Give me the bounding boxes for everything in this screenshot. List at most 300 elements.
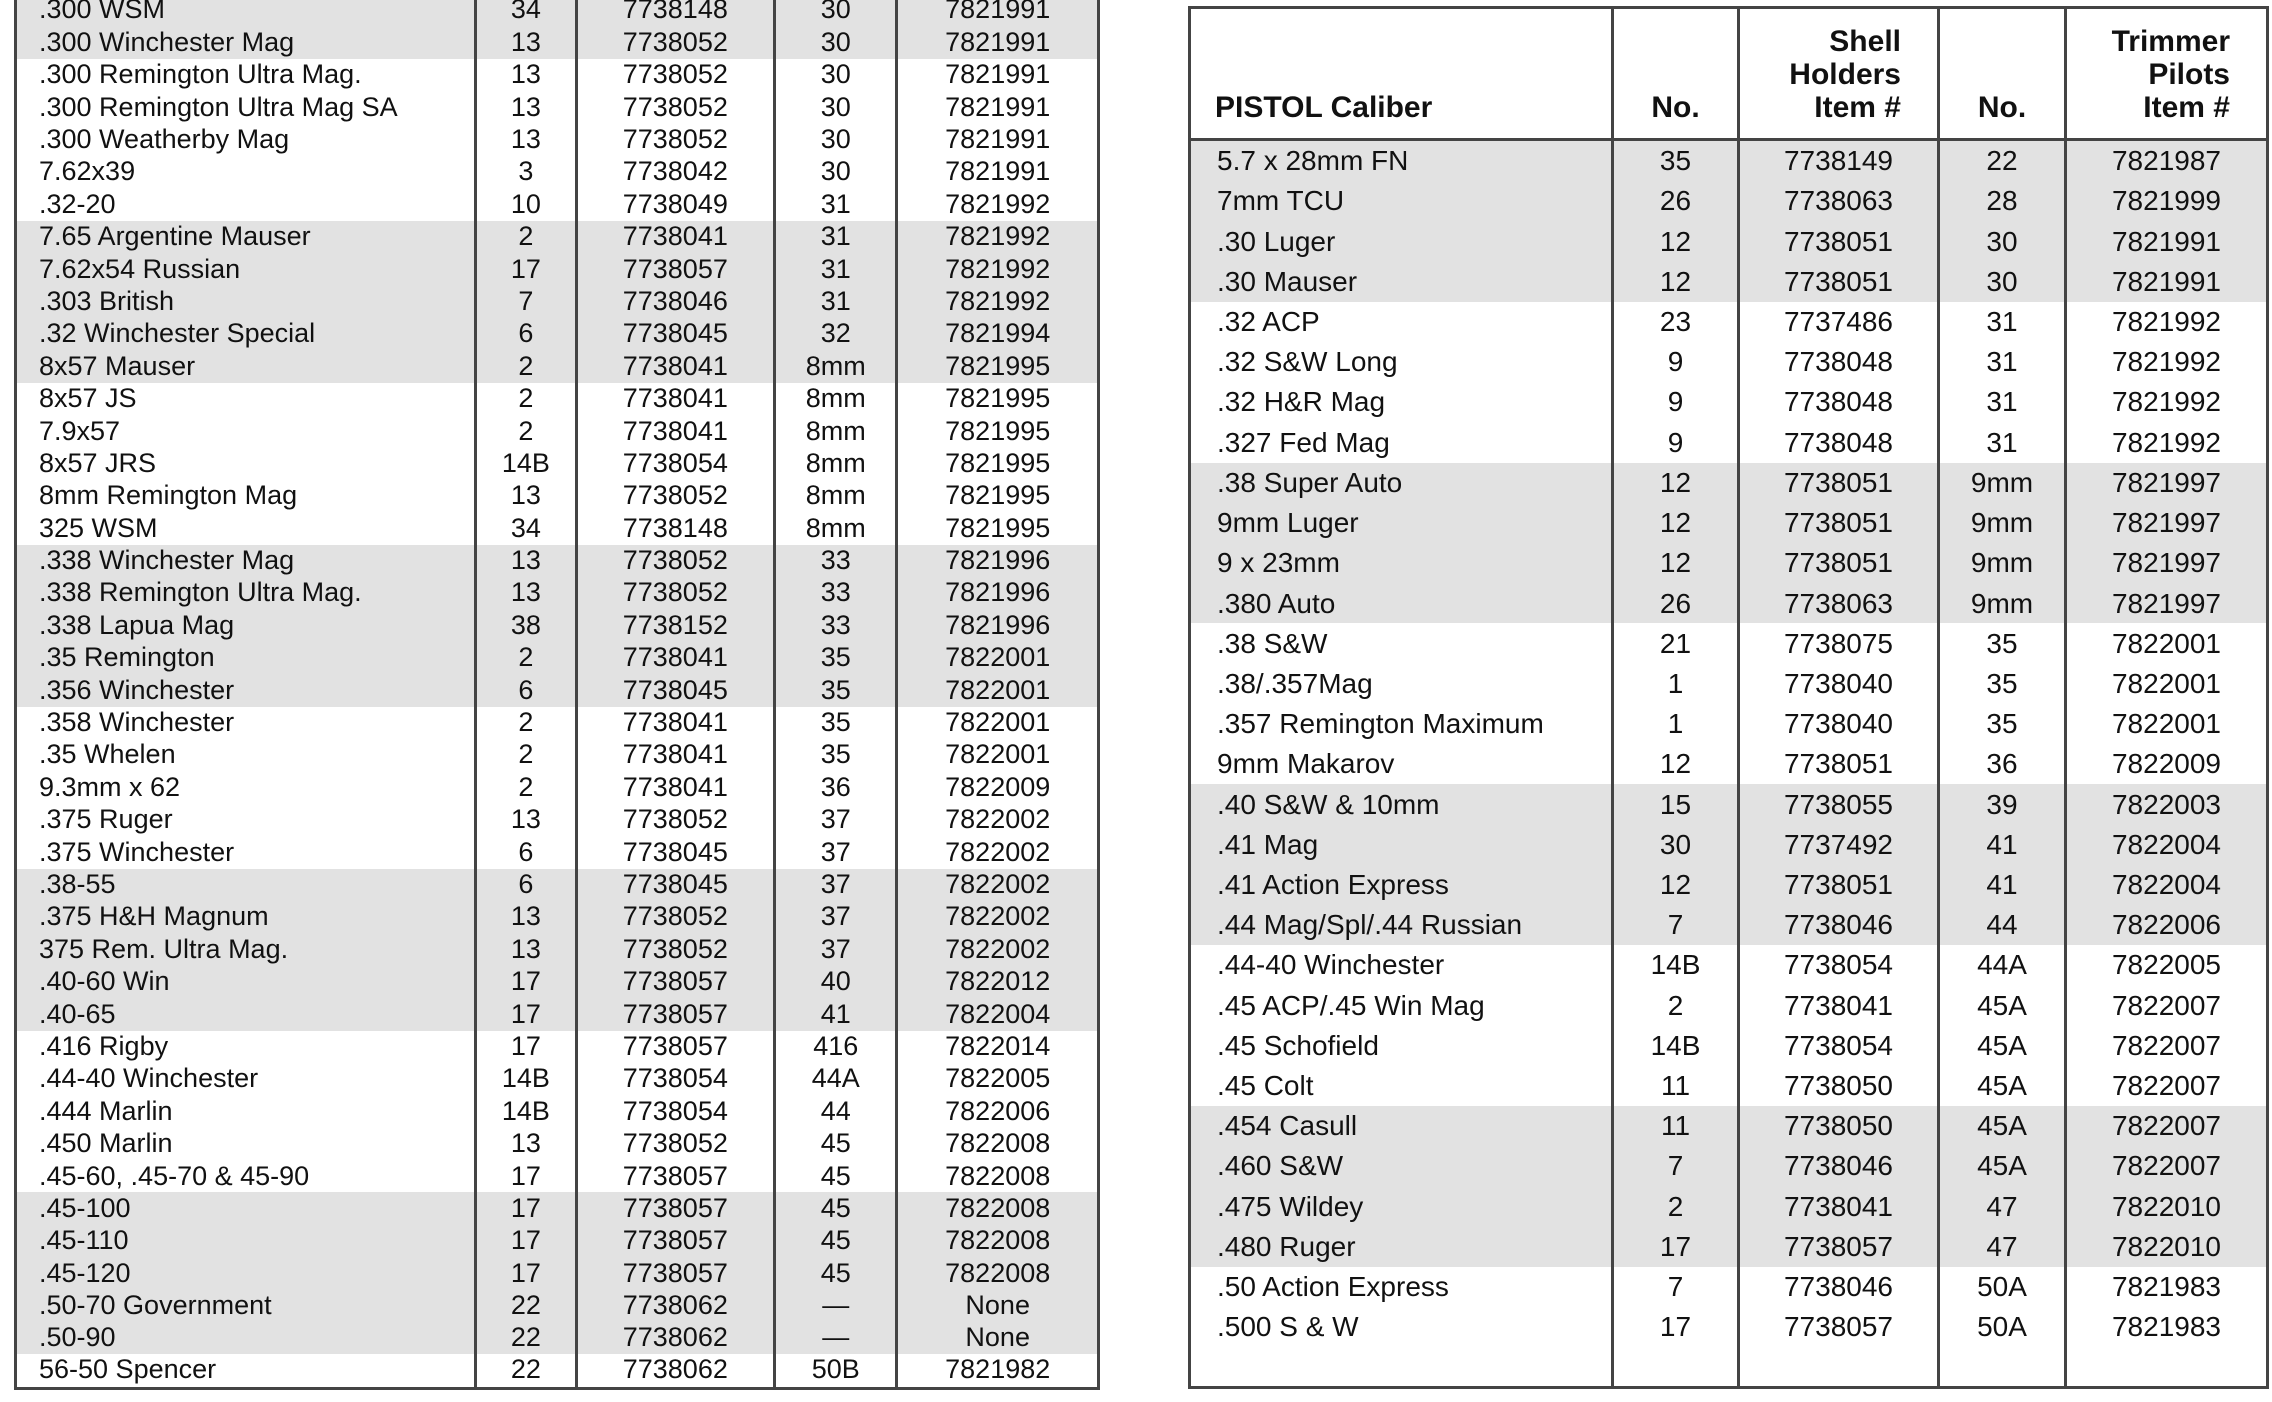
shell-holder-no-cell: 13 (476, 124, 576, 156)
shell-holder-item-cell: 7738057 (576, 1160, 775, 1192)
shell-holder-no-cell: 13 (476, 26, 576, 58)
table-row (16, 91, 1099, 123)
trimmer-pilot-no-cell: 33 (775, 545, 897, 577)
trimmer-pilot-item-cell: 7821982 (897, 1354, 1099, 1388)
shell-holder-no-cell: 2 (476, 415, 576, 447)
table-row (1190, 704, 2268, 744)
shell-holder-no-cell: 17 (476, 1225, 576, 1257)
shell-holder-no-cell: 12 (1613, 262, 1739, 302)
trimmer-pilot-item-cell: 7822008 (897, 1192, 1099, 1224)
table-row (16, 545, 1099, 577)
shell-holder-item-cell: 7738062 (576, 1322, 775, 1354)
trimmer-pilot-no-cell: 32 (775, 318, 897, 350)
shell-holder-item-cell: 7738050 (1739, 1066, 1939, 1106)
shell-holder-no-cell: 3 (476, 156, 576, 188)
table-row (16, 447, 1099, 479)
trimmer-pilot-no-cell: 9mm (1939, 543, 2066, 583)
shell-holder-no-cell: 17 (476, 1160, 576, 1192)
header-trimmer-pilot-no: No. (1939, 8, 2066, 140)
trimmer-pilot-no-cell: 45 (775, 1160, 897, 1192)
caliber-cell: .45 ACP/.45 Win Mag (1217, 989, 1485, 1021)
table-row (1190, 784, 2268, 824)
caliber-cell: 8x57 Mauser (16, 350, 476, 382)
caliber-cell: .45-100 (16, 1192, 476, 1224)
table-row (16, 642, 1099, 674)
shell-holder-no-cell: 14B (476, 1095, 576, 1127)
trimmer-pilot-item-cell: 7821996 (897, 609, 1099, 641)
trimmer-pilot-no-cell: 8mm (775, 447, 897, 479)
trimmer-pilot-item-cell: 7821987 (2066, 140, 2268, 182)
trimmer-pilot-item-cell: 7822008 (897, 1160, 1099, 1192)
table-row (1190, 1146, 2268, 1186)
trimmer-pilot-item-cell: 7822005 (897, 1063, 1099, 1095)
caliber-cell: .45-110 (16, 1225, 476, 1257)
table-row (16, 383, 1099, 415)
trimmer-pilot-item-cell: 7822008 (897, 1257, 1099, 1289)
caliber-cell: .380 Auto (1190, 583, 1613, 623)
shell-holder-no-cell: 11 (1613, 1106, 1739, 1146)
caliber-cell: 7.62x54 Russian (16, 253, 476, 285)
caliber-cell: .45 Schofield (1217, 1029, 1379, 1061)
shell-holder-item-cell: 7738149 (1739, 140, 1939, 182)
shell-holder-no-cell: 26 (1613, 583, 1739, 623)
trimmer-pilot-item-cell: 7822001 (2066, 704, 2268, 744)
shell-holder-item-cell: 7738052 (576, 480, 775, 512)
caliber-cell: .303 British (16, 286, 476, 318)
caliber-cell: 7mm TCU (1190, 181, 1613, 221)
shell-holder-no-cell: 6 (476, 836, 576, 868)
header-shell-holder-item (1739, 8, 1939, 140)
shell-holder-item-cell: 7738045 (576, 674, 775, 706)
table-row (16, 156, 1099, 188)
shell-holder-no-cell: 2 (476, 383, 576, 415)
trimmer-pilot-no-cell: 45A (1939, 1066, 2066, 1106)
shell-holder-item-cell: 7738042 (576, 156, 775, 188)
table-row (16, 1192, 1099, 1224)
table-row (1190, 824, 2268, 864)
caliber-cell: .444 Marlin (39, 1095, 173, 1126)
shell-holder-item-cell: 7738062 (576, 1354, 775, 1388)
table-row (16, 1031, 1099, 1063)
trimmer-pilot-item-cell: 7821999 (2066, 181, 2268, 221)
trimmer-pilot-no-cell: 45 (775, 1192, 897, 1224)
shell-holder-item-cell: 7738045 (576, 318, 775, 350)
caliber-cell: .338 Lapua Mag (16, 609, 476, 641)
table-row (1190, 181, 2268, 221)
caliber-cell: .35 Whelen (39, 739, 176, 770)
shell-holder-no-cell: 13 (476, 804, 576, 836)
caliber-cell: .38 Super Auto (1190, 463, 1613, 503)
caliber-cell: .357 Remington Maximum (1217, 708, 1544, 740)
caliber-cell: .480 Ruger (1190, 1227, 1613, 1267)
shell-holder-no-cell: 15 (1613, 784, 1739, 824)
table-row (16, 1257, 1099, 1289)
table-row (16, 512, 1099, 544)
shell-holder-item-cell: 7738048 (1739, 382, 1939, 422)
table-row (16, 836, 1099, 868)
shell-holder-no-cell: 7 (476, 286, 576, 318)
trimmer-pilot-no-cell: 50B (775, 1354, 897, 1388)
shell-holder-no-cell: 2 (1613, 1186, 1739, 1226)
table-row (16, 998, 1099, 1030)
shell-holder-no-cell: 2 (476, 739, 576, 771)
table-row (1190, 302, 2268, 342)
shell-holder-no-cell: 26 (1613, 181, 1739, 221)
trimmer-pilot-no-cell: 37 (775, 869, 897, 901)
shell-holder-no-cell: 12 (1613, 503, 1739, 543)
shell-holder-item-cell: 7738041 (576, 707, 775, 739)
trimmer-pilot-no-cell: 416 (775, 1031, 897, 1063)
caliber-cell: .450 Marlin (39, 1128, 173, 1159)
table-row (1190, 543, 2268, 583)
shell-holder-item-cell: 7738057 (576, 1031, 775, 1063)
shell-holder-no-cell: 13 (476, 933, 576, 965)
trimmer-pilot-no-cell: 44 (1939, 905, 2066, 945)
caliber-cell: .454 Casull (1190, 1106, 1613, 1146)
table-row (16, 804, 1099, 836)
shell-holder-no-cell: 35 (1613, 140, 1739, 182)
shell-holder-item-cell: 7738040 (1739, 704, 1939, 744)
shell-holder-item-cell: 7738051 (1739, 865, 1939, 905)
shell-holder-no-cell: 7 (1613, 905, 1739, 945)
trimmer-pilot-item-cell: 7822005 (2066, 945, 2268, 985)
shell-holder-item-cell: 7738057 (576, 1225, 775, 1257)
caliber-cell: .45-120 (16, 1257, 476, 1289)
empty-cell (2066, 1347, 2268, 1387)
shell-holder-item-cell: 7738057 (576, 1257, 775, 1289)
trimmer-pilot-item-cell: 7821994 (897, 318, 1099, 350)
shell-holder-item-cell: 7738052 (576, 26, 775, 58)
trimmer-pilot-item-cell: 7822014 (897, 1031, 1099, 1063)
shell-holder-item-cell: 7738046 (1739, 1267, 1939, 1307)
trimmer-pilot-no-cell: 8mm (775, 383, 897, 415)
header-line: Item # (2143, 91, 2230, 124)
trimmer-pilot-item-cell: 7822001 (897, 739, 1099, 771)
trimmer-pilot-item-cell: 7821997 (2066, 543, 2268, 583)
trimmer-pilot-item-cell: 7822001 (2066, 664, 2268, 704)
trimmer-pilot-item-cell: 7821991 (897, 26, 1099, 58)
table-row (1190, 1307, 2268, 1347)
shell-holder-item-cell: 7738063 (1739, 583, 1939, 623)
shell-holder-no-cell: 17 (476, 253, 576, 285)
trimmer-pilot-no-cell: 8mm (775, 415, 897, 447)
shell-holder-item-cell: 7738148 (576, 0, 775, 26)
caliber-cell: 9 x 23mm (1190, 543, 1613, 583)
shell-holder-item-cell: 7738046 (576, 286, 775, 318)
shell-holder-no-cell: 2 (476, 350, 576, 382)
trimmer-pilot-item-cell: 7821997 (2066, 503, 2268, 543)
shell-holder-item-cell: 7738152 (576, 609, 775, 641)
table-row (16, 609, 1099, 641)
caliber-cell: .300 WSM (16, 0, 476, 26)
table-row (16, 739, 1099, 771)
trimmer-pilot-no-cell: 37 (775, 901, 897, 933)
trimmer-pilot-no-cell: 45A (1939, 985, 2066, 1025)
trimmer-pilot-no-cell: 30 (775, 91, 897, 123)
trimmer-pilot-item-cell: 7821992 (2066, 382, 2268, 422)
rifle-caliber-table (14, 0, 1100, 1390)
shell-holder-no-cell: 14B (1613, 945, 1739, 985)
trimmer-pilot-item-cell: 7822004 (2066, 865, 2268, 905)
shell-holder-no-cell: 17 (1613, 1227, 1739, 1267)
shell-holder-no-cell: 7 (1613, 1146, 1739, 1186)
shell-holder-no-cell: 30 (1613, 824, 1739, 864)
caliber-cell: 7.9x57 (39, 415, 121, 446)
trimmer-pilot-item-cell: 7821997 (2066, 583, 2268, 623)
header-line: Shell (1829, 25, 1901, 58)
trimmer-pilot-item-cell: 7821995 (897, 512, 1099, 544)
shell-holder-item-cell: 7738052 (576, 124, 775, 156)
table-row (1190, 503, 2268, 543)
pistol-header-row (1190, 8, 2268, 140)
trimmer-pilot-no-cell: — (775, 1322, 897, 1354)
shell-holder-item-cell: 7738052 (576, 577, 775, 609)
caliber-cell: .300 Winchester Mag (16, 26, 476, 58)
shell-holder-item-cell: 7738063 (1739, 181, 1939, 221)
trimmer-pilot-item-cell: 7822007 (2066, 1066, 2268, 1106)
table-row (16, 901, 1099, 933)
trimmer-pilot-item-cell: 7822012 (897, 966, 1099, 998)
shell-holder-no-cell: 2 (476, 707, 576, 739)
shell-holder-item-cell: 7738057 (576, 1192, 775, 1224)
trimmer-pilot-no-cell: 9mm (1939, 463, 2066, 503)
trimmer-pilot-item-cell: 7822006 (2066, 905, 2268, 945)
caliber-cell: .32 ACP (1217, 306, 1320, 338)
trimmer-pilot-no-cell: 28 (1939, 181, 2066, 221)
trimmer-pilot-no-cell: 31 (775, 286, 897, 318)
shell-holder-item-cell: 7738054 (1739, 945, 1939, 985)
trimmer-pilot-no-cell: 9mm (1939, 503, 2066, 543)
trimmer-pilot-item-cell: 7822002 (897, 836, 1099, 868)
shell-holder-item-cell: 7738049 (576, 188, 775, 220)
shell-holder-no-cell: 21 (1613, 623, 1739, 663)
trimmer-pilot-item-cell: 7821991 (897, 124, 1099, 156)
caliber-cell: .32 Winchester Special (16, 318, 476, 350)
empty-cell (1939, 1347, 2066, 1387)
trimmer-pilot-item-cell: 7822010 (2066, 1227, 2268, 1267)
trimmer-pilot-item-cell: 7821995 (897, 350, 1099, 382)
caliber-cell: .38/.357Mag (1217, 667, 1373, 699)
trimmer-pilot-item-cell: 7821983 (2066, 1307, 2268, 1347)
header-trimmer-pilot-item (2066, 8, 2268, 140)
trimmer-pilot-item-cell: 7821992 (897, 253, 1099, 285)
trimmer-pilot-no-cell: 35 (1939, 664, 2066, 704)
trimmer-pilot-item-cell: 7822002 (897, 804, 1099, 836)
shell-holder-no-cell: 2 (476, 642, 576, 674)
trimmer-pilot-item-cell: 7821992 (2066, 422, 2268, 462)
trimmer-pilot-item-cell: 7822003 (2066, 784, 2268, 824)
shell-holder-no-cell: 9 (1613, 422, 1739, 462)
trimmer-pilot-no-cell: 30 (1939, 221, 2066, 261)
trimmer-pilot-no-cell: 37 (775, 804, 897, 836)
shell-holder-no-cell: 14B (476, 447, 576, 479)
shell-holder-item-cell: 7738057 (576, 998, 775, 1030)
caliber-cell: 8mm Remington Mag (39, 480, 298, 511)
trimmer-pilot-item-cell: 7822004 (897, 998, 1099, 1030)
shell-holder-no-cell: 12 (1613, 221, 1739, 261)
trimmer-pilot-item-cell: 7822009 (897, 771, 1099, 803)
empty-cell (1190, 1347, 1613, 1387)
table-row (16, 1354, 1099, 1388)
table-row (16, 188, 1099, 220)
trimmer-pilot-item-cell: 7821995 (897, 415, 1099, 447)
table-row (1190, 1025, 2268, 1065)
trimmer-pilot-item-cell: 7822008 (897, 1128, 1099, 1160)
shell-holder-no-cell: 22 (476, 1322, 576, 1354)
table-row (16, 869, 1099, 901)
trimmer-pilot-no-cell: 30 (775, 0, 897, 26)
shell-holder-item-cell: 7738052 (576, 901, 775, 933)
trimmer-pilot-item-cell: 7822002 (897, 933, 1099, 965)
trimmer-pilot-no-cell: 30 (775, 156, 897, 188)
trimmer-pilot-item-cell: 7822010 (2066, 1186, 2268, 1226)
trimmer-pilot-no-cell: 37 (775, 933, 897, 965)
trimmer-pilot-item-cell: 7821991 (2066, 262, 2268, 302)
trimmer-pilot-item-cell: 7821995 (897, 447, 1099, 479)
caliber-cell: 9mm Luger (1190, 503, 1613, 543)
shell-holder-item-cell: 7738055 (1739, 784, 1939, 824)
trimmer-pilot-item-cell: 7822007 (2066, 1146, 2268, 1186)
trimmer-pilot-no-cell: 31 (775, 188, 897, 220)
header-line: Pilots (2148, 58, 2230, 91)
caliber-cell: .35 Remington (16, 642, 476, 674)
caliber-cell: .32 H&R Mag (1217, 386, 1386, 418)
trimmer-pilot-no-cell: 45A (1939, 1146, 2066, 1186)
trimmer-pilot-item-cell: 7821983 (2066, 1267, 2268, 1307)
trimmer-pilot-no-cell: 50A (1939, 1267, 2066, 1307)
header-line: Item # (1814, 91, 1901, 124)
trimmer-pilot-no-cell: 37 (775, 836, 897, 868)
trimmer-pilot-item-cell: 7822007 (2066, 985, 2268, 1025)
trimmer-pilot-no-cell: 8mm (775, 512, 897, 544)
table-row (1190, 262, 2268, 302)
table-row (16, 933, 1099, 965)
trimmer-pilot-item-cell: 7822009 (2066, 744, 2268, 784)
caliber-cell: 7.65 Argentine Mauser (16, 221, 476, 253)
trimmer-pilot-no-cell: 31 (775, 221, 897, 253)
shell-holder-item-cell: 7738057 (1739, 1227, 1939, 1267)
shell-holder-no-cell: 17 (476, 998, 576, 1030)
table-row (1190, 140, 2268, 182)
trimmer-pilot-item-cell: 7822001 (897, 707, 1099, 739)
shell-holder-item-cell: 7738045 (576, 869, 775, 901)
shell-holder-no-cell: 9 (1613, 342, 1739, 382)
trimmer-pilot-no-cell: 30 (775, 59, 897, 91)
table-row (1190, 1227, 2268, 1267)
table-row (16, 26, 1099, 58)
trimmer-pilot-no-cell: 41 (775, 998, 897, 1030)
table-row (1190, 945, 2268, 985)
shell-holder-item-cell: 7738041 (576, 221, 775, 253)
table-row (1190, 382, 2268, 422)
shell-holder-no-cell: 14B (476, 1063, 576, 1095)
empty-cell (1613, 1347, 1739, 1387)
empty-cell (1739, 1347, 1939, 1387)
trimmer-pilot-item-cell: 7821995 (897, 383, 1099, 415)
caliber-cell: .44 Mag/Spl/.44 Russian (1190, 905, 1613, 945)
trimmer-pilot-no-cell: 36 (1939, 744, 2066, 784)
shell-holder-item-cell: 7738048 (1739, 342, 1939, 382)
trimmer-pilot-item-cell: 7821991 (2066, 221, 2268, 261)
shell-holder-item-cell: 7738041 (1739, 985, 1939, 1025)
trimmer-pilot-no-cell: 30 (1939, 262, 2066, 302)
table-row (16, 124, 1099, 156)
trimmer-pilot-no-cell: 31 (1939, 342, 2066, 382)
caliber-cell: 375 Rem. Ultra Mag. (16, 933, 476, 965)
shell-holder-item-cell: 7738051 (1739, 543, 1939, 583)
shell-holder-no-cell: 17 (476, 1192, 576, 1224)
caliber-cell: .40-65 (16, 998, 476, 1030)
table-row (16, 1095, 1099, 1127)
shell-holder-no-cell: 34 (476, 512, 576, 544)
caliber-cell: 5.7 x 28mm FN (1190, 140, 1613, 182)
shell-holder-item-cell: 7738051 (1739, 221, 1939, 261)
trimmer-pilot-item-cell: 7822001 (897, 674, 1099, 706)
trimmer-pilot-item-cell: 7822006 (897, 1095, 1099, 1127)
caliber-cell: .375 Winchester (39, 836, 235, 867)
shell-holder-no-cell: 12 (1613, 744, 1739, 784)
table-row (1190, 905, 2268, 945)
shell-holder-no-cell: 11 (1613, 1066, 1739, 1106)
caliber-cell: .327 Fed Mag (1217, 426, 1390, 458)
shell-holder-item-cell: 7738148 (576, 512, 775, 544)
table-row (1190, 865, 2268, 905)
table-row (1190, 221, 2268, 261)
trimmer-pilot-no-cell: 50A (1939, 1307, 2066, 1347)
shell-holder-no-cell: 38 (476, 609, 576, 641)
trimmer-pilot-no-cell: 39 (1939, 784, 2066, 824)
trimmer-pilot-no-cell: 35 (775, 707, 897, 739)
shell-holder-item-cell: 7738051 (1739, 463, 1939, 503)
trimmer-pilot-item-cell: 7821991 (897, 59, 1099, 91)
caliber-cell: 8x57 JRS (39, 447, 157, 478)
shell-holder-no-cell: 17 (476, 966, 576, 998)
header-pistol-caliber: PISTOL Caliber (1190, 8, 1613, 140)
trimmer-pilot-no-cell: 22 (1939, 140, 2066, 182)
caliber-cell: .32 S&W Long (1217, 346, 1398, 378)
caliber-cell: .30 Mauser (1190, 262, 1613, 302)
shell-holder-no-cell: 13 (476, 577, 576, 609)
table-row (16, 59, 1099, 91)
trimmer-pilot-item-cell: None (897, 1322, 1099, 1354)
shell-holder-no-cell: 9 (1613, 382, 1739, 422)
caliber-cell: 9.3mm x 62 (39, 771, 181, 802)
table-row (16, 0, 1099, 26)
trimmer-pilot-item-cell: 7822004 (2066, 824, 2268, 864)
shell-holder-item-cell: 7738052 (576, 545, 775, 577)
table-row (16, 1063, 1099, 1095)
caliber-cell: 7.62x39 (39, 156, 136, 187)
trimmer-pilot-no-cell: 35 (1939, 623, 2066, 663)
shell-holder-item-cell: 7738046 (1739, 905, 1939, 945)
table-row (1190, 985, 2268, 1025)
caliber-cell: .300 Remington Ultra Mag. (39, 59, 362, 90)
shell-holder-item-cell: 7738041 (576, 642, 775, 674)
table-row (1190, 1267, 2268, 1307)
caliber-cell: .338 Winchester Mag (16, 545, 476, 577)
trimmer-pilot-no-cell: 36 (775, 771, 897, 803)
trimmer-pilot-no-cell: 31 (1939, 382, 2066, 422)
shell-holder-item-cell: 7738041 (576, 771, 775, 803)
trimmer-pilot-item-cell: 7822001 (2066, 623, 2268, 663)
shell-holder-item-cell: 7738046 (1739, 1146, 1939, 1186)
shell-holder-item-cell: 7738041 (576, 415, 775, 447)
trimmer-pilot-no-cell: 8mm (775, 480, 897, 512)
shell-holder-no-cell: 12 (1613, 543, 1739, 583)
trimmer-pilot-no-cell: 35 (775, 642, 897, 674)
shell-holder-no-cell: 23 (1613, 302, 1739, 342)
trimmer-pilot-no-cell: 45A (1939, 1106, 2066, 1146)
